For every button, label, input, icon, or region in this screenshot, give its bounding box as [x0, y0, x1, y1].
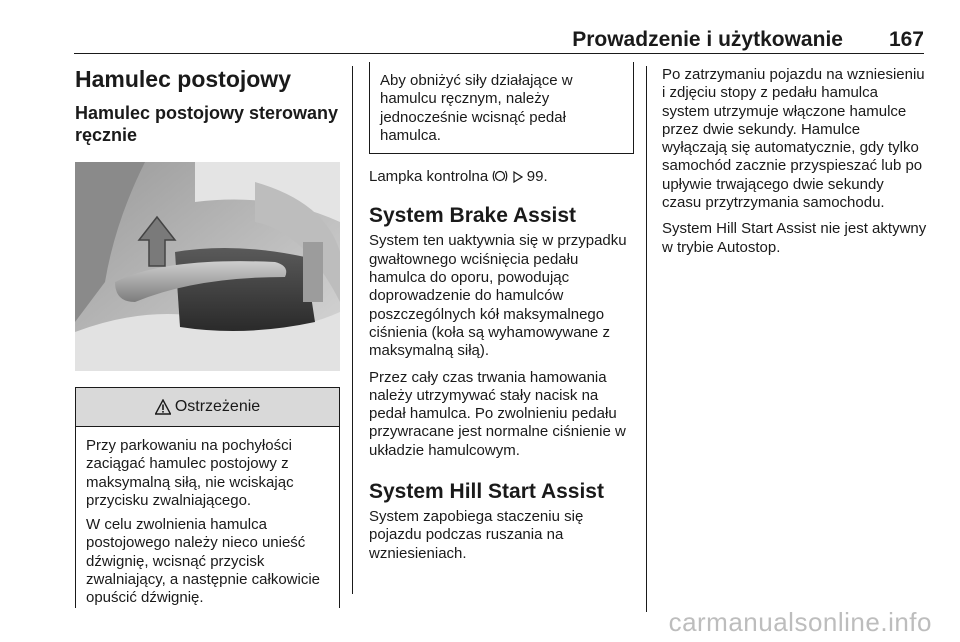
warning-box	[75, 387, 340, 608]
handbrake-photo	[75, 162, 340, 371]
sba-paragraph-2: Przez cały czas trwania hamowania należy utrzymywać stały nacisk na pedał hamulca. Po zwolnieniu pedału przywracane jest normalne ciśnienie w układzie hamulcowym.	[369, 368, 626, 459]
warning-header	[76, 388, 339, 427]
column-2	[369, 64, 634, 563]
hsa-paragraph-2: Po zatrzymaniu pojazdu na wzniesieniu i zdjęciu stopy z pedału hamulca system utrzymuje włączone hamulce przez dwie sekundy. Hamulce wyłączają się automatycznie, gdy tylko samochód zacznie przyspieszać lub po upływie trwającego dwie sekundy czasu przytrzymania samochodu.	[662, 66, 925, 212]
column-1	[75, 64, 340, 608]
chapter-title: Prowadzenie i użytkowanie	[572, 28, 843, 51]
hsa-paragraph-1: System zapobiega staczeniu się pojazdu podczas ruszania na wzniesieniach.	[369, 508, 584, 562]
lamp-reference	[369, 168, 634, 186]
header-rule	[74, 53, 924, 54]
warning-body	[76, 427, 339, 608]
warning-triangle-icon	[155, 399, 171, 415]
page-number: 167	[888, 28, 924, 51]
sba-title: System Brake Assist	[369, 204, 577, 228]
column-divider-2	[646, 66, 647, 612]
note-box	[369, 62, 634, 154]
warning-title: Ostrzeżenie	[174, 398, 261, 415]
warning-paragraph: Przy parkowaniu na pochyłości zaciągać hamulec postojowy z maksymalną siłą, nie wciskając przycisku zwalniającego.	[86, 437, 294, 509]
page-header	[74, 28, 924, 52]
lamp-label: Lampka kontrolna	[369, 168, 489, 186]
page-reference-icon	[513, 171, 523, 183]
section-title: Hamulec postojowy	[75, 66, 291, 92]
subsection-title: Hamulec postojowy sterowany ręcznie	[75, 103, 339, 145]
note-text: Aby obniżyć siły działające w hamulcu ręcznym, należy jednocześnie wcisnąć pedał hamulca.	[380, 72, 573, 144]
hsa-paragraph-3: System Hill Start Assist nie jest aktywny w trybie Autostop.	[662, 220, 927, 256]
lamp-page-ref: 99.	[526, 168, 548, 186]
column-3	[662, 64, 927, 257]
column-divider-1	[352, 66, 353, 594]
hsa-title: System Hill Start Assist	[369, 480, 604, 504]
warning-paragraph: W celu zwolnienia hamulca postojowego należy nieco unieść dźwignię, wcisnąć przycisk zwalniający, a następnie całkowicie opuścić dźwignię.	[86, 516, 321, 607]
sba-paragraph-1: System ten uaktywnia się w przypadku gwałtownego wciśnięcia pedału hamulca do oporu, powodując doprowadzenie do hamulców poszczególnych kół maksymalnego ciśnienia (koła są wyhamowywane z maksymalną siłą).	[369, 232, 627, 360]
brake-lamp-icon	[492, 169, 508, 183]
watermark: carmanualsonline.info	[668, 607, 932, 637]
